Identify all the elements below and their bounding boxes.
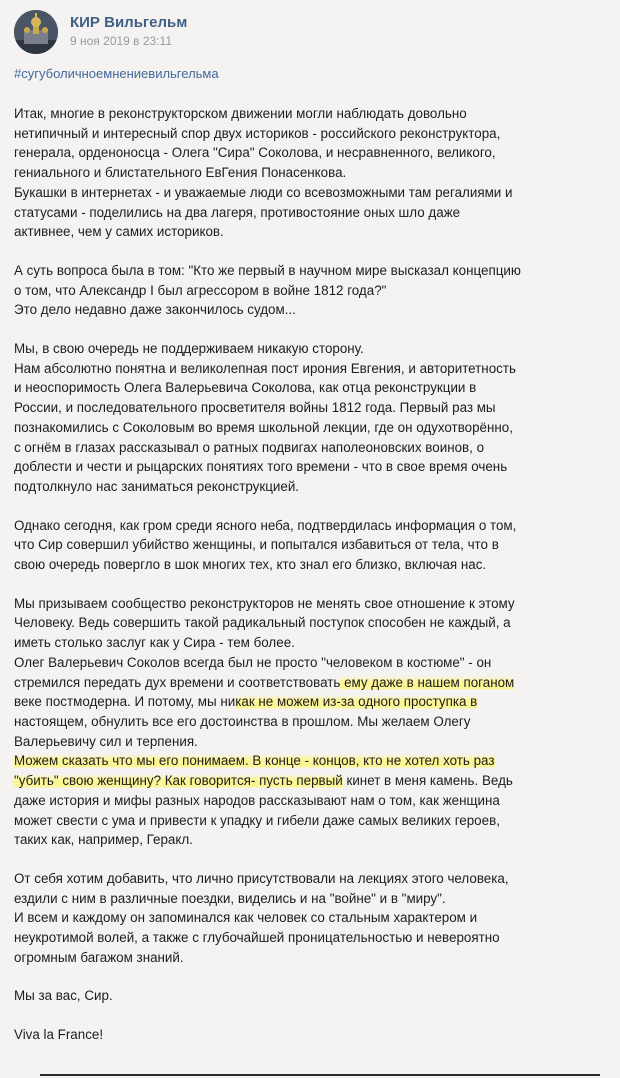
divider	[40, 1074, 600, 1076]
post-text-line: свою очередь повергло в шок многих тех, кто знал его близко, включая нас.	[14, 557, 487, 573]
post-text-line: Валерьевичу сил и терпения.	[14, 733, 198, 749]
post-date[interactable]: 9 ноя 2019 в 23:11	[70, 34, 173, 48]
post-text-line: Олег Валерьевич Соколов всегда был не просто "человеком в костюме" - он	[14, 654, 492, 670]
post-text-line: нетипичный и интересный спор двух историков - российского реконструктора,	[14, 125, 501, 141]
post-text-line: иметь столько заслуг как у Сира - тем более.	[14, 635, 295, 651]
cathedral-avatar-icon[interactable]	[14, 10, 58, 54]
post-text-line	[14, 751, 614, 771]
post-text-line: даже история и мифы разных народов рассказывают нам о том, как женщина	[14, 792, 500, 808]
post-text-line: огромным багажом знаний.	[14, 949, 184, 965]
post-text-line: Человеку. Ведь совершить такой радикальный поступок способен не каждый, а	[14, 615, 511, 631]
highlighted-text: ему даже в нашем поганом	[340, 674, 515, 690]
post-text-line: генерала, орденоносца - Олега "Сира" Соколова, и несравненного, великого,	[14, 145, 496, 161]
post-paragraph	[14, 594, 614, 850]
post-text-line: Итак, многие в реконструкторском движении могли наблюдать довольно	[14, 106, 467, 121]
post-text-line: гениального и блистательного ЕвГения Понасенкова.	[14, 165, 347, 181]
post-text-line: статусами - поделились на два лагеря, противостояние оных шло даже	[14, 204, 461, 220]
post-author[interactable]: КИР Вильгельм	[70, 14, 188, 31]
post-text-line: подтолкнуло нас заниматься реконструкцией.	[14, 478, 300, 494]
post-text-line: о том, что Александр I был агрессором в войне 1812 года?"	[14, 282, 387, 298]
post-text-line: Однако сегодня, как гром среди ясного неба, подтвердилась информация о том,	[14, 517, 517, 533]
post-text-line: Букашки в интернетах - и уважаемые люди со всевозможными там регалиями и	[14, 184, 513, 200]
post-text-line: активнее, чем у самих историков.	[14, 224, 224, 240]
post-paragraph	[14, 1025, 614, 1045]
post-paragraph	[14, 339, 614, 497]
post-text-line: А суть вопроса была в том: "Кто же первый в научном мире высказал концепцию	[14, 262, 521, 278]
post-paragraph	[14, 104, 614, 242]
post-text-line: Нам абсолютно понятна и великолепная пост ирония Евгения, и авторитетность	[14, 360, 516, 376]
post-text-line: России, и последовательного просветителя войны 1812 года. Первый раз мы	[14, 400, 496, 416]
post-text-line: веке постмодерна. И потому, мы никак не можем из-за одного проступка в	[14, 694, 478, 710]
post-text-line: Viva la France!	[14, 1027, 104, 1043]
post-text-line: может свести с ума и привести к упадку и гибели даже самых великих героев,	[14, 812, 500, 828]
post-text-line: ездили с ним в различные поездки, виделись и на "войне" и в "миру".	[14, 890, 446, 906]
post-text-line: Мы за вас, Сир.	[14, 988, 113, 1004]
post-text-line: настоящем, обнулить все его достоинства в прошлом. Мы желаем Олегу	[14, 713, 471, 729]
post-text-line: От себя хотим добавить, что лично присутствовали на лекциях этого человека,	[14, 870, 509, 886]
post-text-line: Мы призываем сообщество реконструкторов не менять свое отношение к этому	[14, 595, 515, 611]
highlighted-text: "убить" свою женщину? Как говорится- пусть первый	[14, 773, 343, 789]
post-header	[14, 8, 414, 56]
post-paragraph	[14, 986, 614, 1006]
post-text-line: что Сир совершил убийство женщины, и попытался избавиться от тела, что в	[14, 537, 499, 553]
post-text-line: Это дело недавно даже закончилось судом...	[14, 302, 296, 318]
post-body	[14, 104, 614, 1064]
post-text-line: доблести и чести и рыцарских понятиях того времени - что в свое время очень	[14, 459, 508, 475]
post-text-line: и неоспоримость Олега Валерьевича Соколова, как отца реконструкции в	[14, 380, 477, 396]
post-text-line: Мы, в свою очередь не поддерживаем никакую сторону.	[14, 341, 364, 357]
post-text-line: И всем и каждому он запоминался как человек со стальным характером и	[14, 910, 478, 926]
post-text-line: познакомились с Соколовым во время школьной лекции, где он одухотворённо,	[14, 419, 513, 435]
post-text-line: таких как, например, Геракл.	[14, 832, 193, 848]
post-text-line: неукротимой волей, а также с глубочайшей проницательностью и невероятно	[14, 930, 500, 946]
post-text-line: с огнём в глазах рассказывал о ратных подвигах наполеоновских воинов, о	[14, 439, 485, 455]
highlighted-text: Можем сказать что мы его понимаем. В конце - концов, кто не хотел хоть раз	[14, 753, 495, 769]
post-paragraph	[14, 261, 614, 320]
post-text-line: стремился передать дух времени и соответствовать ему даже в нашем поганом	[14, 674, 515, 690]
highlighted-text: как не можем из-за одного проступка в	[235, 694, 478, 710]
post-text-line: "убить" свою женщину? Как говорится- пусть первый кинет в меня камень. Ведь	[14, 773, 513, 789]
post-paragraph	[14, 516, 614, 575]
post-paragraph	[14, 869, 614, 968]
post-hashtag[interactable]: #сугуболичноемнениевильгельма	[14, 66, 219, 81]
